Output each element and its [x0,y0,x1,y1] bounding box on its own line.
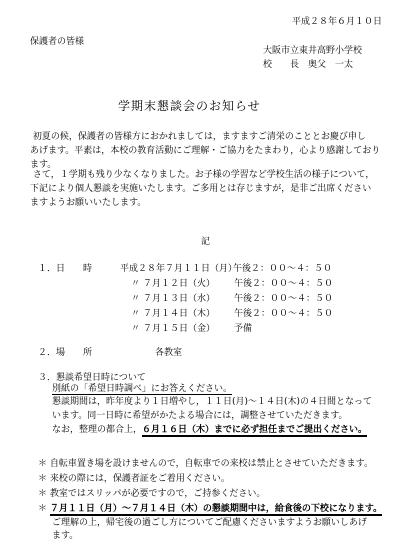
ditto-mark: 〃 [131,324,141,334]
ki-marker: 記 [201,237,211,247]
deadline-emphasis: ６月１６日（木）までに必ず担任までご提出ください。 [142,425,368,435]
note-lunch: ＊ ７月１１日（月）～７月１４日（木）の懇談期間中は，給食後の下校になります。 [38,504,383,514]
schedule-date: ７月１５日（金） [143,324,216,334]
notice-line-2: 下記により個人懇談を実施いたします。ご多用とは存じますが，是非ご出席ください [30,184,372,194]
schedule-date: ７月１４日（木） [143,309,216,319]
schedule-label: １．日 時 [38,264,93,274]
schedule-time: 午後２：００～４：５０ [233,264,333,274]
schedule-time: 午後２：００～４：５０ [234,279,334,289]
schedule-date: 平成２８年７月１１日（月） [120,264,238,274]
lunch-emphasis: ７月１１日（月）～７月１４日（木）の懇談期間中は，給食後の下校になります。 [49,504,383,514]
schedule-date: ７月１２日（火） [143,279,216,289]
schedule-row [131,325,252,334]
request-line-4: なお，整理の都合上，６月１６日（木）までに必ず担任までご提出ください。 [52,425,368,435]
request-heading: ３．懇談希望日時について [38,373,146,383]
schedule-row [131,310,333,319]
document-title: 学期末懇談会のお知らせ [118,99,261,113]
ditto-mark: 〃 [131,309,141,319]
request-line-1 [52,385,232,394]
ditto-mark: 〃 [131,294,141,304]
sender-school: 大阪市立東井高野小学校 [263,46,363,56]
sender-principal: 校 長 奥父 一太 [263,60,354,70]
schedule-row [120,265,332,274]
notice-line-3: ますようお願いいたします。 [30,198,147,208]
notice-paragraph [30,168,400,210]
schedule-time: 午後２：００～４：５０ [234,309,334,319]
schedule-row [131,280,333,289]
request-line-2: 懇談期間は，昨年度より１日増やし，１１日(月)～１４日(木)の４日間となって [52,397,373,407]
place-value: 各教室 [155,348,183,358]
greeting-line-3: ます。 [30,160,57,170]
schedule-time: 予備 [234,324,253,334]
document-date: 平成２８年６月１０日 [292,17,383,27]
survey-instruction: 別紙の「希望日時調べ」にお答えください。 [52,384,233,394]
note-slippers: ＊ 教室ではスリッパが必要ですので，ご持参ください。 [38,489,266,499]
greeting-line-2: あげます。平素は，本校の教育活動にご理解・ご協力をたまわり，心より感謝しており [30,146,381,156]
schedule-date: ７月１３日（水） [143,294,216,304]
recipient-line: 保護者の皆様 [30,37,85,47]
note-bicycle: ＊ 自転車置き場を設けませんので，自転車での来校は禁止とさせていただきます。 [38,459,373,469]
note-lunch-continued: ご理解の上，帰宅後の過ごし方についてご配慮くださいますようお願いしあげ ます。 [52,518,367,541]
greeting-line-1: 初夏の候，保護者の皆様方におかれましては，ますますご清栄のこととお慶び申し [32,132,366,142]
ditto-mark: 〃 [131,279,141,289]
schedule-time: 午後２：００～４：５０ [234,294,334,304]
greeting-paragraph [30,130,400,172]
note-badge: ＊ 来校の際には，保護者証をご着用ください。 [38,474,230,484]
notice-line-1: さて，１学期も残り少なくなりました。お子様の学習など学校生活の様子について， [32,170,375,180]
place-label: ２．場 所 [38,348,93,358]
request-line-3: います。同一日時に希望がかたよる場合には，調整させていただきます。 [52,411,348,421]
schedule-row [131,295,333,304]
